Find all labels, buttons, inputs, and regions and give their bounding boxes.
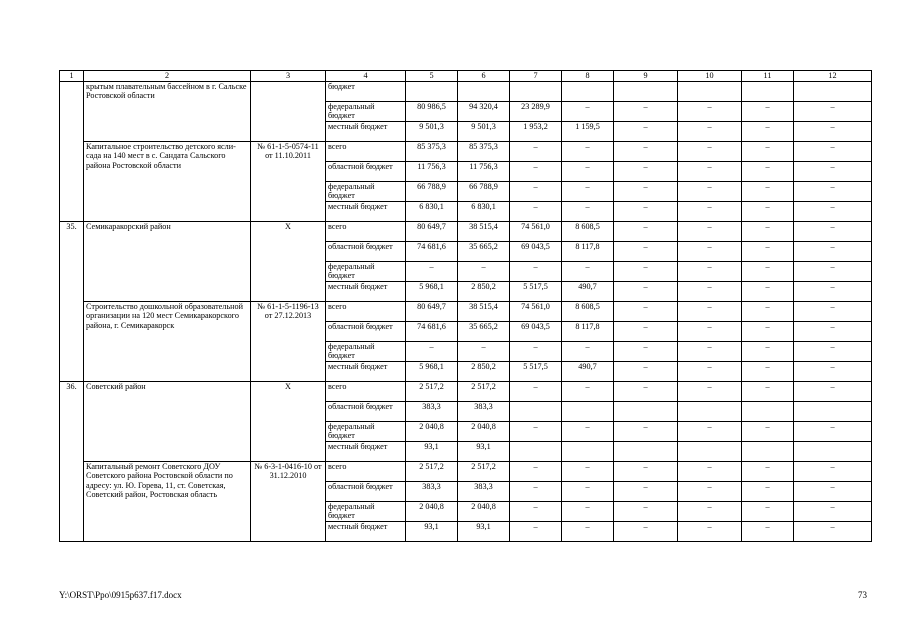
value-cell: – [742,122,794,142]
value-cell: 8 608,5 [562,302,614,322]
value-cell: – [614,222,678,242]
value-cell: – [742,242,794,262]
value-cell [510,402,562,422]
value-cell: 85 375,3 [458,142,510,162]
value-cell: – [794,322,872,342]
value-cell: 69 043,5 [510,242,562,262]
value-cell: – [742,262,794,282]
value-cell: – [742,162,794,182]
value-cell: – [794,122,872,142]
value-cell: – [614,482,678,502]
document-cell: № 61-1-5-0574-11 от 11.10.2011 [251,142,326,222]
value-cell: – [742,482,794,502]
value-cell: 2 850,2 [458,282,510,302]
value-cell: – [510,142,562,162]
header-cell: 8 [562,71,614,82]
budget-source-cell: федеральный бюджет [326,102,406,122]
value-cell: – [562,142,614,162]
budget-source-cell: всего [326,142,406,162]
value-cell: – [614,262,678,282]
budget-source-cell: областной бюджет [326,162,406,182]
value-cell: – [678,282,742,302]
value-cell: 93,1 [458,442,510,462]
value-cell: – [614,422,678,442]
value-cell: – [678,242,742,262]
value-cell: – [614,202,678,222]
value-cell: – [510,482,562,502]
value-cell: 490,7 [562,282,614,302]
document-cell: Х [251,222,326,302]
value-cell [406,82,458,102]
value-cell: 38 515,4 [458,222,510,242]
value-cell: 2 040,8 [458,502,510,522]
value-cell: – [678,162,742,182]
header-cell: 2 [84,71,251,82]
value-cell: – [794,422,872,442]
budget-source-cell: всего [326,382,406,402]
value-cell: 74 681,6 [406,242,458,262]
budget-source-cell: областной бюджет [326,322,406,342]
value-cell: – [794,302,872,322]
value-cell: – [678,502,742,522]
value-cell: – [562,102,614,122]
value-cell: – [742,282,794,302]
value-cell: 8 117,8 [562,242,614,262]
value-cell: – [562,202,614,222]
document-cell: № 6-3-1-0416-10 от 31.12.2010 [251,462,326,542]
value-cell: 93,1 [406,522,458,542]
value-cell: 5 968,1 [406,282,458,302]
value-cell: – [678,422,742,442]
value-cell: – [614,362,678,382]
value-cell: 6 830,1 [406,202,458,222]
value-cell: 1 159,5 [562,122,614,142]
value-cell: 74 681,6 [406,322,458,342]
value-cell: 38 515,4 [458,302,510,322]
value-cell: 383,3 [458,482,510,502]
value-cell: – [614,502,678,522]
value-cell: 2 517,2 [406,382,458,402]
value-cell [678,442,742,462]
value-cell: – [794,342,872,362]
value-cell: 9 501,3 [458,122,510,142]
budget-source-cell: местный бюджет [326,442,406,462]
budget-source-cell: местный бюджет [326,282,406,302]
value-cell: – [614,322,678,342]
value-cell: – [742,462,794,482]
value-cell: – [678,482,742,502]
value-cell: – [794,162,872,182]
value-cell: – [794,202,872,222]
value-cell [794,442,872,462]
value-cell: – [678,182,742,202]
row-number-cell: 35. [60,222,84,382]
document-cell: Х [251,382,326,462]
header-cell: 4 [326,71,406,82]
value-cell: – [562,182,614,202]
value-cell: – [614,122,678,142]
value-cell [614,82,678,102]
value-cell: – [614,342,678,362]
value-cell: – [562,422,614,442]
header-cell: 10 [678,71,742,82]
value-cell: – [614,242,678,262]
value-cell: 74 561,0 [510,222,562,242]
value-cell [510,442,562,462]
value-cell: – [742,322,794,342]
value-cell: – [614,162,678,182]
value-cell [562,82,614,102]
document-cell: № 61-1-5-1196-13 от 27.12.2013 [251,302,326,382]
file-path-footer: Y:\ORST\Ppo\0915p637.f17.docx [59,590,182,600]
value-cell: – [794,522,872,542]
value-cell: – [794,102,872,122]
value-cell: – [614,382,678,402]
value-cell: 2 517,2 [458,462,510,482]
row-number-cell [60,82,84,222]
value-cell: – [678,122,742,142]
value-cell: 2 517,2 [458,382,510,402]
value-cell: – [742,422,794,442]
table-row [60,462,872,482]
value-cell: 11 756,3 [458,162,510,182]
value-cell: 35 665,2 [458,242,510,262]
value-cell: – [742,102,794,122]
table-row [60,82,872,102]
value-cell: 1 953,2 [510,122,562,142]
value-cell: – [794,242,872,262]
value-cell: 85 375,3 [406,142,458,162]
table-row [60,382,872,402]
value-cell: – [510,342,562,362]
value-cell: – [794,222,872,242]
value-cell [678,82,742,102]
budget-source-cell: местный бюджет [326,122,406,142]
value-cell: – [678,302,742,322]
budget-source-cell: местный бюджет [326,362,406,382]
value-cell: – [562,342,614,362]
value-cell [562,442,614,462]
value-cell: 2 850,2 [458,362,510,382]
value-cell [510,82,562,102]
value-cell: – [562,382,614,402]
value-cell: 80 986,5 [406,102,458,122]
value-cell: 69 043,5 [510,322,562,342]
value-cell [614,402,678,422]
budget-source-cell: местный бюджет [326,522,406,542]
value-cell: – [562,482,614,502]
value-cell: 2 040,8 [406,422,458,442]
value-cell: – [794,262,872,282]
object-name-cell: Капитальный ремонт Советского ДОУ Советского района Ростовской области по адресу: ул. Ю. Горева, 11, ст. Советская, Советский район, Ростовская область [84,462,251,542]
document-cell [251,82,326,142]
value-cell: – [562,502,614,522]
value-cell: – [562,462,614,482]
header-cell: 7 [510,71,562,82]
value-cell: – [678,222,742,242]
value-cell: 2 040,8 [406,502,458,522]
value-cell: 383,3 [458,402,510,422]
value-cell: 383,3 [406,402,458,422]
value-cell [742,82,794,102]
value-cell: – [678,262,742,282]
budget-source-cell: областной бюджет [326,402,406,422]
value-cell: 5 517,5 [510,282,562,302]
budget-source-cell: всего [326,302,406,322]
value-cell: – [510,502,562,522]
value-cell: 490,7 [562,362,614,382]
budget-source-cell: областной бюджет [326,242,406,262]
value-cell: – [614,462,678,482]
value-cell: – [742,302,794,322]
value-cell: – [458,262,510,282]
value-cell: – [794,182,872,202]
value-cell: – [614,182,678,202]
value-cell: – [562,162,614,182]
value-cell: – [742,502,794,522]
value-cell: – [510,422,562,442]
value-cell: – [510,262,562,282]
value-cell: – [742,142,794,162]
value-cell: – [562,262,614,282]
budget-source-cell: федеральный бюджет [326,502,406,522]
value-cell: – [678,522,742,542]
value-cell: – [510,382,562,402]
budget-source-cell: федеральный бюджет [326,422,406,442]
value-cell: – [794,502,872,522]
value-cell [614,442,678,462]
value-cell: – [458,342,510,362]
value-cell: – [794,282,872,302]
value-cell: – [614,282,678,302]
header-cell: 3 [251,71,326,82]
value-cell: 8 117,8 [562,322,614,342]
value-cell: – [678,462,742,482]
value-cell: – [510,462,562,482]
value-cell: – [406,342,458,362]
budget-source-cell: областной бюджет [326,482,406,502]
value-cell: – [678,142,742,162]
value-cell: – [794,382,872,402]
value-cell: – [614,142,678,162]
value-cell: 2 517,2 [406,462,458,482]
value-cell: – [678,202,742,222]
value-cell: – [742,342,794,362]
value-cell [562,402,614,422]
value-cell: 80 649,7 [406,222,458,242]
value-cell: 9 501,3 [406,122,458,142]
value-cell: – [510,202,562,222]
budget-source-cell: бюджет [326,82,406,102]
value-cell: 94 320,4 [458,102,510,122]
value-cell: 93,1 [458,522,510,542]
value-cell: – [678,362,742,382]
value-cell: – [678,322,742,342]
value-cell: – [510,522,562,542]
budget-source-cell: местный бюджет [326,202,406,222]
value-cell: – [614,102,678,122]
budget-table [59,70,872,542]
value-cell: 11 756,3 [406,162,458,182]
object-name-cell: Семикаракорский район [84,222,251,302]
header-cell: 5 [406,71,458,82]
value-cell: 23 289,9 [510,102,562,122]
value-cell: – [614,522,678,542]
value-cell: 35 665,2 [458,322,510,342]
value-cell: – [678,102,742,122]
object-name-cell: Строительство дошкольной образовательной организации на 120 мест Семикаракорского района, г. Семикаракорск [84,302,251,382]
object-name-cell: Советский район [84,382,251,462]
table-row [60,302,872,322]
budget-source-cell: федеральный бюджет [326,182,406,202]
value-cell: 66 788,9 [458,182,510,202]
table-row [60,142,872,162]
value-cell: – [742,182,794,202]
page-number: 73 [858,590,867,600]
value-cell: 6 830,1 [458,202,510,222]
value-cell: – [794,142,872,162]
value-cell: – [794,362,872,382]
value-cell: – [794,462,872,482]
object-name-cell: крытым плавательным бассейном в г. Сальске Ростовской области [84,82,251,142]
value-cell: 383,3 [406,482,458,502]
value-cell [794,82,872,102]
header-cell: 1 [60,71,84,82]
value-cell: – [510,182,562,202]
header-cell: 12 [794,71,872,82]
header-cell: 9 [614,71,678,82]
value-cell: 66 788,9 [406,182,458,202]
value-cell: 8 608,5 [562,222,614,242]
table-header-row [60,71,872,82]
value-cell: – [406,262,458,282]
value-cell: – [678,382,742,402]
value-cell: – [614,302,678,322]
header-cell: 11 [742,71,794,82]
value-cell [794,402,872,422]
value-cell: – [562,522,614,542]
value-cell: – [742,362,794,382]
value-cell [742,442,794,462]
value-cell [678,402,742,422]
value-cell: 2 040,8 [458,422,510,442]
value-cell: – [742,202,794,222]
budget-source-cell: всего [326,462,406,482]
value-cell: – [678,342,742,362]
table-row [60,222,872,242]
value-cell [458,82,510,102]
header-cell: 6 [458,71,510,82]
budget-source-cell: всего [326,222,406,242]
value-cell: – [742,382,794,402]
budget-source-cell: федеральный бюджет [326,262,406,282]
value-cell: 74 561,0 [510,302,562,322]
budget-source-cell: федеральный бюджет [326,342,406,362]
value-cell [742,402,794,422]
object-name-cell: Капитальное строительство детского ясли-сада на 140 мест в с. Сандата Сальского района Ростовской области [84,142,251,222]
value-cell: – [742,222,794,242]
row-number-cell: 36. [60,382,84,542]
value-cell: 5 968,1 [406,362,458,382]
value-cell: 5 517,5 [510,362,562,382]
value-cell: – [794,482,872,502]
value-cell: 80 649,7 [406,302,458,322]
value-cell: – [510,162,562,182]
value-cell: 93,1 [406,442,458,462]
value-cell: – [742,522,794,542]
